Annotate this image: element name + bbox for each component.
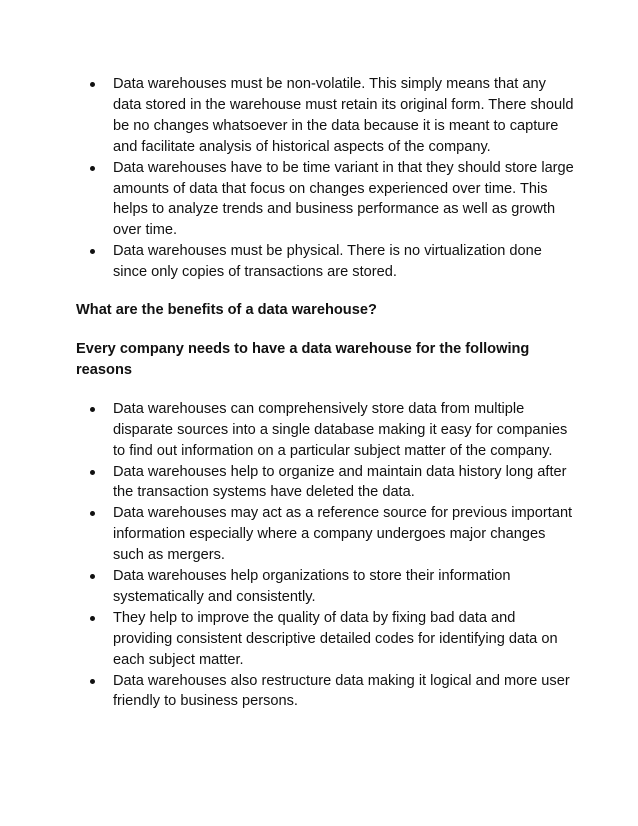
section-subheading: Every company needs to have a data warehouse for the following reasons bbox=[76, 340, 530, 378]
list-item-text: Data warehouses must be non-volatile. This simply means that any data stored in the warehouse must retain its original form. There should be no changes whatsoever in the data because it is meant to capture and facilitate analysis of historical aspects of the company. bbox=[113, 76, 574, 155]
bullet-icon bbox=[90, 407, 95, 412]
list-item bbox=[76, 74, 576, 158]
list-item bbox=[76, 158, 576, 242]
bullet-icon bbox=[90, 249, 95, 254]
list-item bbox=[76, 566, 576, 608]
list-item bbox=[76, 503, 576, 566]
benefits-list bbox=[76, 399, 576, 713]
list-item-text: Data warehouses have to be time variant in that they should store large amounts of data that focus on changes experienced over time. This helps to analyze trends and business performance as well as growth over time. bbox=[113, 159, 574, 239]
bullet-icon bbox=[90, 82, 95, 87]
list-item bbox=[76, 241, 576, 283]
list-item-text: Data warehouses help organizations to store their information systematically and consistently. bbox=[113, 568, 511, 605]
bullet-icon bbox=[90, 679, 95, 684]
section-heading: What are the benefits of a data warehouse? bbox=[76, 302, 377, 319]
characteristics-list bbox=[76, 74, 576, 283]
bullet-icon bbox=[90, 574, 95, 579]
bullet-icon bbox=[90, 511, 95, 516]
list-item-text: Data warehouses can comprehensively store data from multiple disparate sources into a single database making it easy for companies to find out information on a particular subject matter of the company. bbox=[113, 400, 568, 459]
list-item-text: Data warehouses help to organize and maintain data history long after the transaction systems have deleted the data. bbox=[113, 463, 567, 501]
list-item bbox=[76, 671, 576, 713]
bullet-icon bbox=[90, 166, 95, 171]
list-item-text: Data warehouses may act as a reference source for previous important information especially where a company undergoes major changes such as mergers. bbox=[113, 505, 573, 564]
document-body bbox=[76, 74, 576, 712]
bullet-icon bbox=[90, 616, 95, 621]
list-item-text: Data warehouses must be physical. There is no virtualization done since only copies of transactions are stored. bbox=[113, 243, 542, 281]
list-item-text: Data warehouses also restructure data making it logical and more user friendly to business persons. bbox=[113, 672, 570, 710]
list-item bbox=[76, 399, 576, 462]
list-item bbox=[76, 608, 576, 671]
bullet-icon bbox=[90, 470, 95, 475]
list-item-text: They help to improve the quality of data by fixing bad data and providing consistent descriptive detailed codes for identifying data on each subject matter. bbox=[113, 609, 558, 668]
list-item bbox=[76, 462, 576, 504]
